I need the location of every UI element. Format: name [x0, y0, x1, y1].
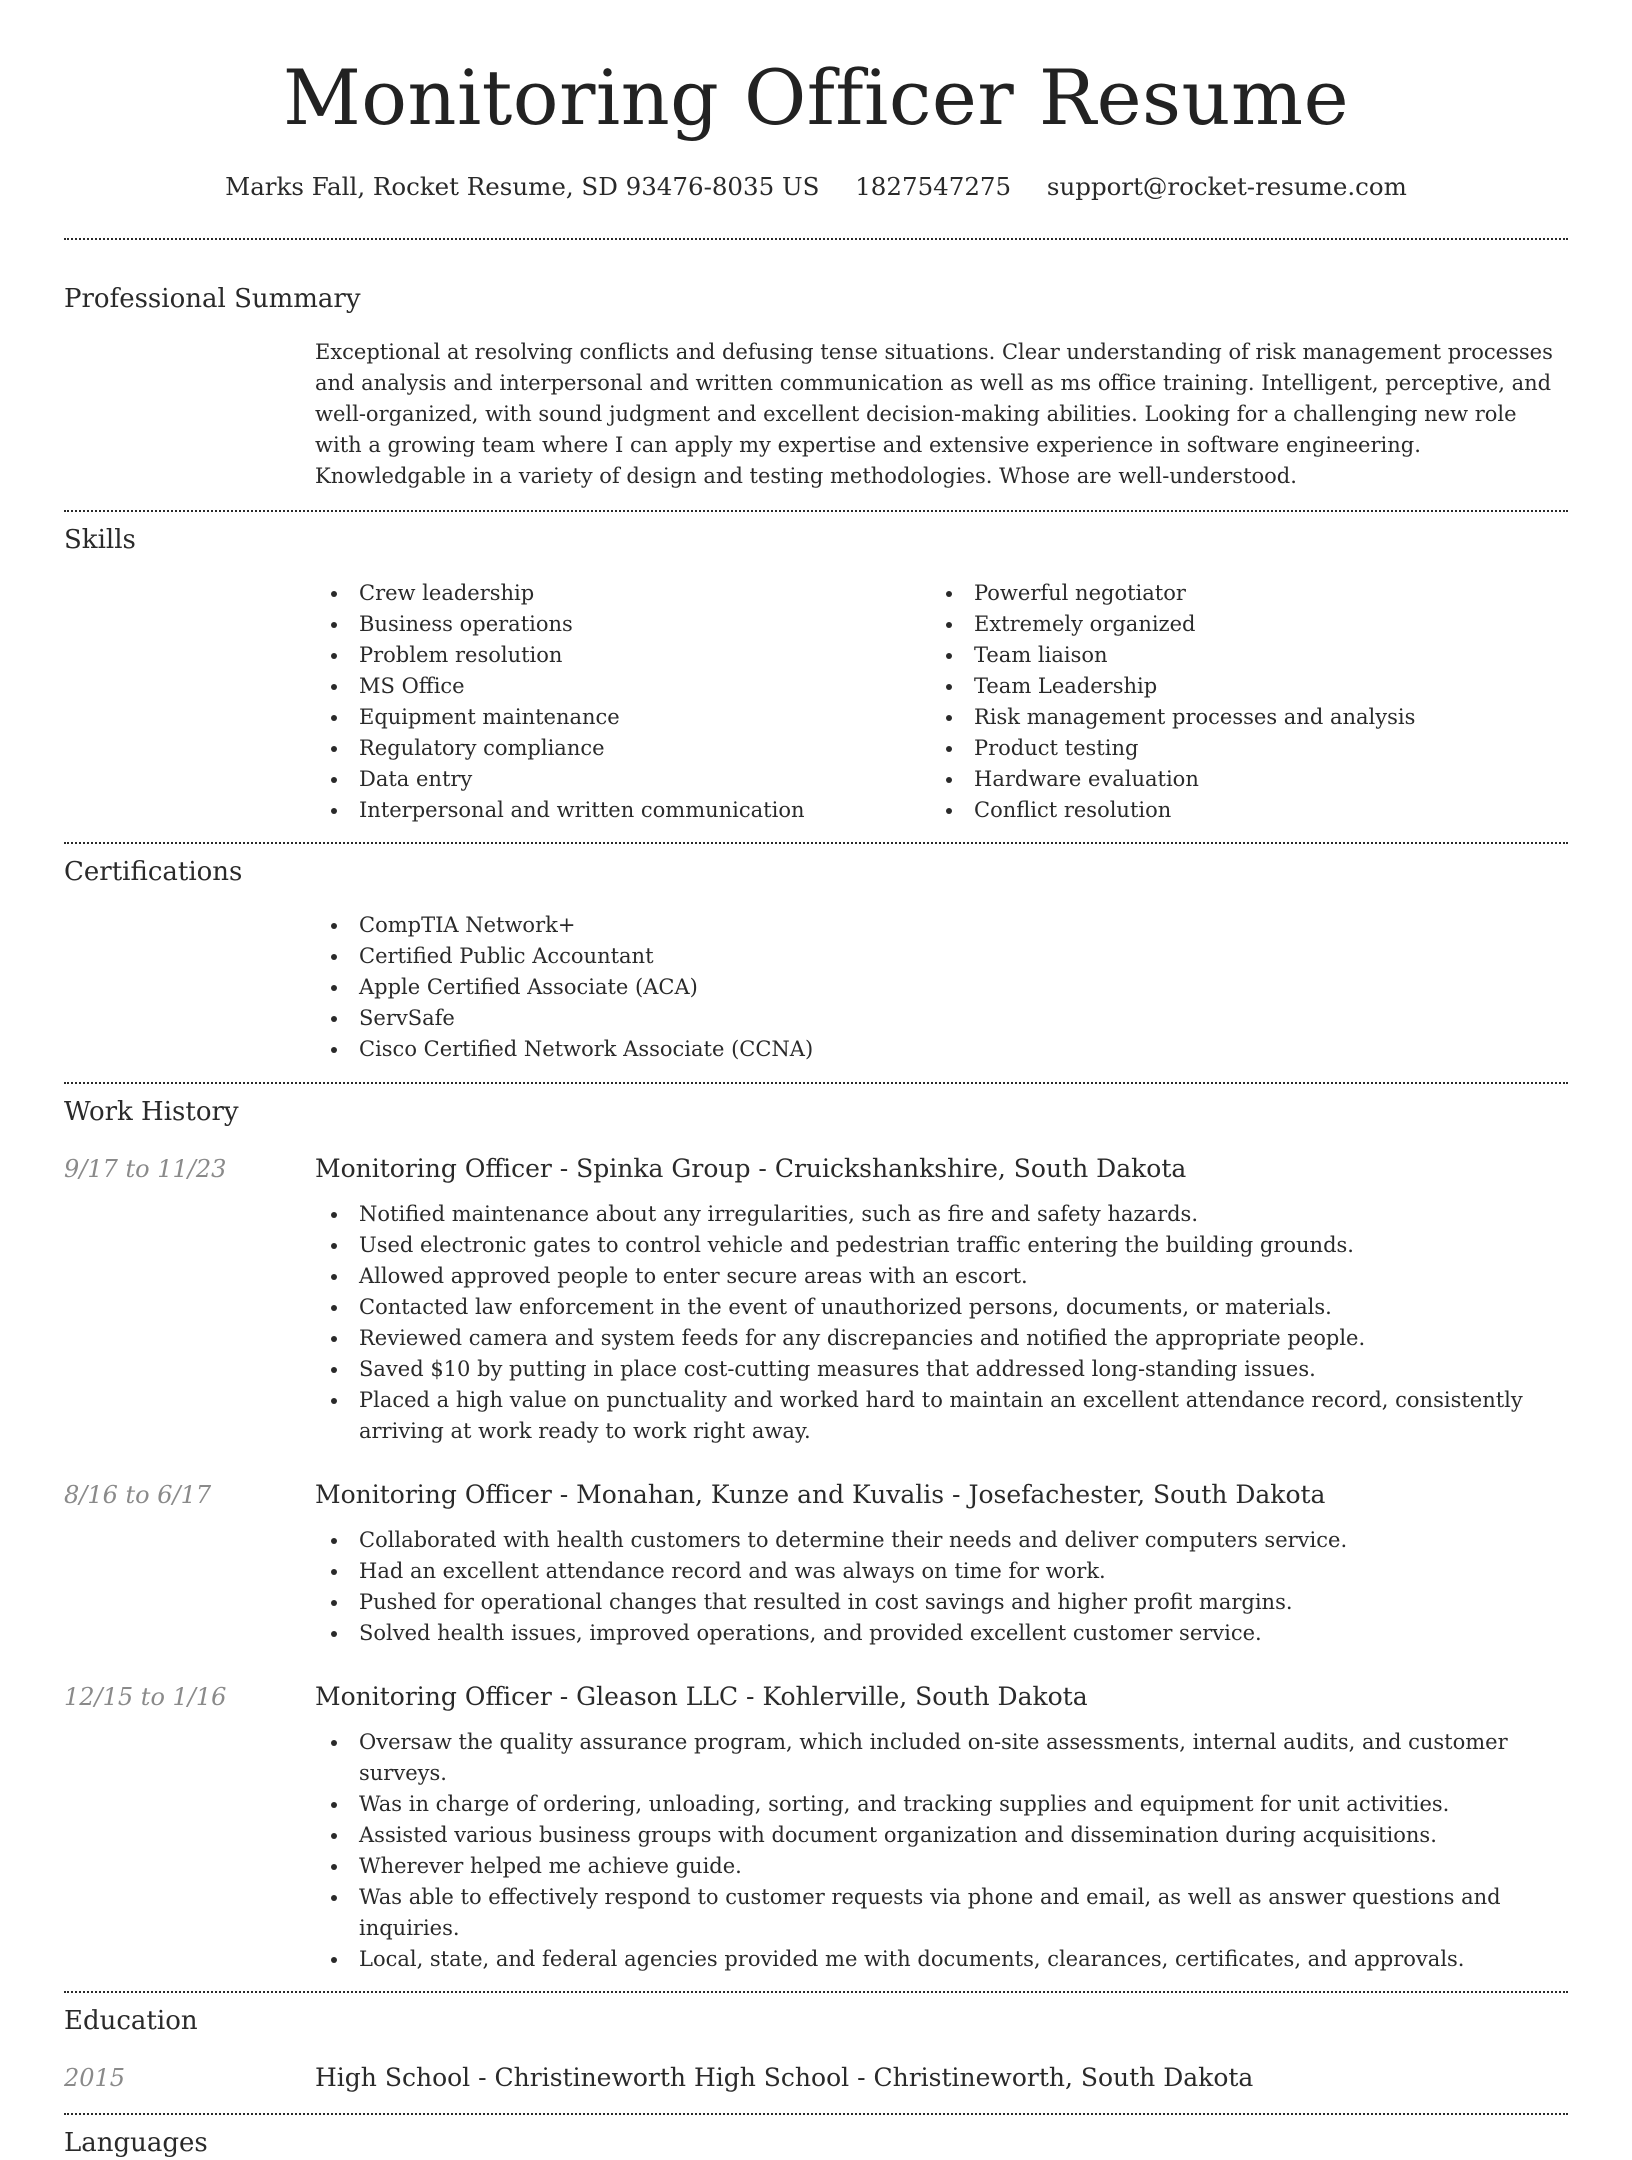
education-date: 2015: [64, 2064, 126, 2092]
job-date: 9/17 to 11/23: [64, 1155, 227, 1183]
job-bullet: Local, state, and federal agencies provided me with documents, clearances, certificates, and approvals.: [315, 1944, 1568, 1975]
skill-item: MS Office: [315, 671, 930, 702]
job-bullet: Contacted law enforcement in the event of unauthorized persons, documents, or materials.: [315, 1292, 1568, 1323]
divider: [64, 842, 1568, 844]
job-bullet: Was able to effectively respond to customer requests via phone and email, as well as answer questions and inquiries.: [315, 1882, 1568, 1944]
skill-item: Extremely organized: [930, 609, 1545, 640]
skill-item: Business operations: [315, 609, 930, 640]
education-title: High School - Christineworth High School - Christineworth, South Dakota: [315, 2063, 1254, 2092]
certifications-section: [64, 855, 1568, 1065]
skill-item: Product testing: [930, 733, 1545, 764]
job-bullet: Had an excellent attendance record and was always on time for work.: [315, 1556, 1568, 1587]
skills-heading: Skills: [64, 525, 136, 555]
job-bullet: Solved health issues, improved operations, and provided excellent customer service.: [315, 1618, 1568, 1649]
summary-text: Exceptional at resolving conflicts and defusing tense situations. Clear understanding of risk management processes and analysis and interpersonal and written communication as well as ms office training. Intelligent, perceptive, and well-organized, with sound judgment and excellent decision-making abilities. Looking for a challenging new role with a growing team where I can apply my expertise and extensive experience in software engineering. Knowledgable in a variety of design and testing methodologies. Whose are well-understood.: [315, 340, 1553, 488]
skill-item: Conflict resolution: [930, 795, 1545, 826]
work-section: [64, 1095, 1568, 1975]
certification-item: Cisco Certified Network Associate (CCNA): [315, 1034, 1568, 1065]
skill-item: Risk management processes and analysis: [930, 702, 1545, 733]
skills-list-left: [315, 578, 930, 826]
job-date: 12/15 to 1/16: [64, 1683, 227, 1711]
divider: [64, 1991, 1568, 1993]
job-bullet: Assisted various business groups with document organization and dissemination during acquisitions.: [315, 1820, 1568, 1851]
summary-section: [64, 282, 1568, 492]
job-entry: [64, 1680, 1568, 1975]
divider: [64, 2113, 1568, 2115]
education-section: [64, 2004, 1568, 2095]
job-bullet: Allowed approved people to enter secure areas with an escort.: [315, 1261, 1568, 1292]
job-bullet: Used electronic gates to control vehicle and pedestrian traffic entering the building grounds.: [315, 1230, 1568, 1261]
job-title: Monitoring Officer - Monahan, Kunze and Kuvalis - Josefachester, South Dakota: [315, 1480, 1326, 1509]
skills-list-right: [930, 578, 1545, 826]
skill-item: Crew leadership: [315, 578, 930, 609]
resume-page: [64, 0, 1568, 2160]
skill-item: Problem resolution: [315, 640, 930, 671]
skill-item: Hardware evaluation: [930, 764, 1545, 795]
job-bullet: Oversaw the quality assurance program, which included on-site assessments, internal audits, and customer surveys.: [315, 1727, 1568, 1789]
skill-item: Regulatory compliance: [315, 733, 930, 764]
certifications-list: [315, 910, 1568, 1065]
job-bullet: Notified maintenance about any irregularities, such as fire and safety hazards.: [315, 1199, 1568, 1230]
divider: [64, 510, 1568, 512]
certification-item: CompTIA Network+: [315, 910, 1568, 941]
job-entry: [64, 1478, 1568, 1649]
resume-title: Monitoring Officer Resume: [282, 53, 1350, 142]
contact-phone: 1827547275: [855, 172, 1012, 201]
skill-item: Interpersonal and written communication: [315, 795, 930, 826]
divider: [64, 1082, 1568, 1084]
job-bullet: Pushed for operational changes that resulted in cost savings and higher profit margins.: [315, 1587, 1568, 1618]
certifications-heading: Certifications: [64, 857, 243, 887]
summary-heading: Professional Summary: [64, 284, 361, 314]
languages-section: [64, 2126, 1568, 2160]
job-bullet: Collaborated with health customers to determine their needs and deliver computers service.: [315, 1525, 1568, 1556]
job-bullet: Reviewed camera and system feeds for any discrepancies and notified the appropriate people.: [315, 1323, 1568, 1354]
skills-section: [64, 523, 1568, 826]
skill-item: Team liaison: [930, 640, 1545, 671]
skills-columns: [315, 578, 1568, 826]
skill-item: Powerful negotiator: [930, 578, 1545, 609]
job-bullet: Was in charge of ordering, unloading, sorting, and tracking supplies and equipment for unit activities.: [315, 1789, 1568, 1820]
certification-item: Certified Public Accountant: [315, 941, 1568, 972]
work-heading: Work History: [64, 1097, 239, 1127]
certification-item: Apple Certified Associate (ACA): [315, 972, 1568, 1003]
job-title: Monitoring Officer - Gleason LLC - Kohlerville, South Dakota: [315, 1682, 1088, 1711]
job-bullet: Placed a high value on punctuality and worked hard to maintain an excellent attendance record, consistently arriving at work ready to work right away.: [315, 1385, 1568, 1447]
contact-address: Marks Fall, Rocket Resume, SD 93476-8035 US: [225, 172, 820, 201]
education-entry: [64, 2061, 1568, 2095]
languages-heading: Languages: [64, 2128, 208, 2158]
contact-line: [64, 170, 1568, 204]
job-entry: [64, 1152, 1568, 1447]
job-bullet: Saved $10 by putting in place cost-cutting measures that addressed long-standing issues.: [315, 1354, 1568, 1385]
job-bullets: [315, 1727, 1568, 1975]
job-bullets: [315, 1199, 1568, 1447]
contact-email: support@rocket-resume.com: [1046, 172, 1407, 201]
job-date: 8/16 to 6/17: [64, 1481, 212, 1509]
education-heading: Education: [64, 2006, 198, 2036]
certification-item: ServSafe: [315, 1003, 1568, 1034]
skill-item: Team Leadership: [930, 671, 1545, 702]
skill-item: Data entry: [315, 764, 930, 795]
skill-item: Equipment maintenance: [315, 702, 930, 733]
divider: [64, 238, 1568, 240]
job-bullet: Wherever helped me achieve guide.: [315, 1851, 1568, 1882]
job-title: Monitoring Officer - Spinka Group - Cruickshankshire, South Dakota: [315, 1154, 1187, 1183]
job-bullets: [315, 1525, 1568, 1649]
